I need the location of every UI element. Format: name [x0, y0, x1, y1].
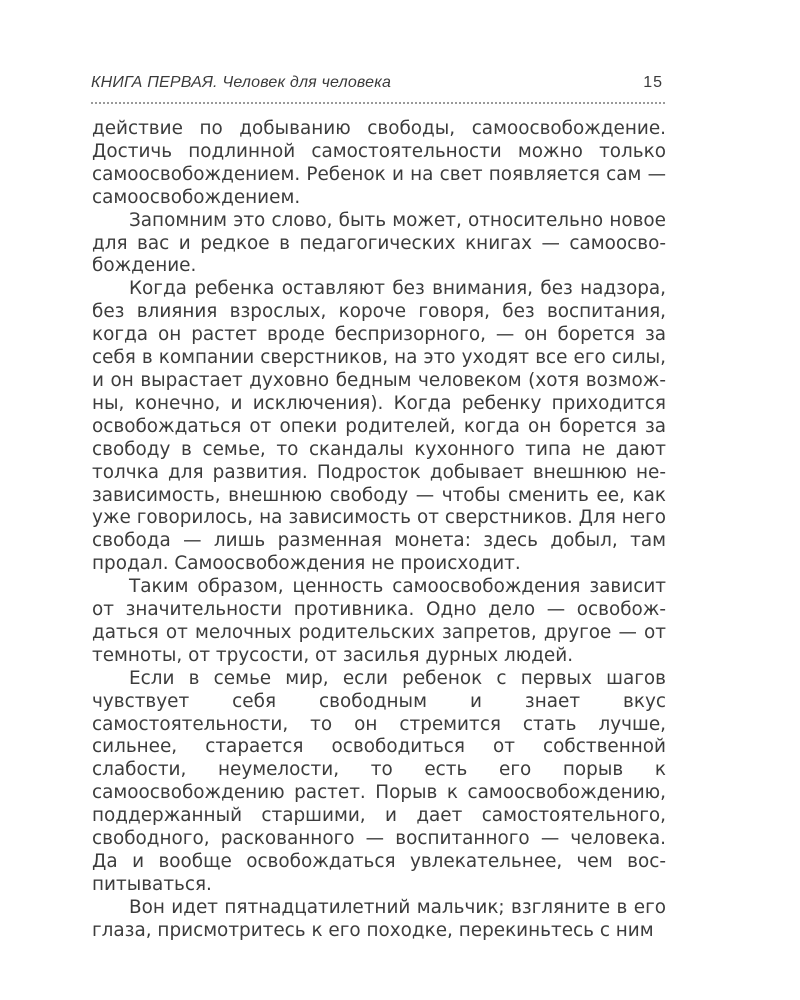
paragraph: Вон идет пятнадцатилетний мальчик; взгляните в его глаза, присмотритесь к его походке, перекиньтесь с ним: [92, 896, 666, 941]
paragraph: действие по добыванию свободы, самоосвобождение. Достичь подлинной самостоятельности можно только самоосвобождением. Ребенок и на свет появляется сам — самоосвобождением.: [92, 118, 666, 208]
paragraph: Таким образом, ценность самоосвобождения зависит от значительности противника. Одно дело — освобождаться от мелочных родительских запретов, другое — от темноты, от трусости, от засилья дурных людей.: [92, 576, 666, 666]
page-number: 15: [643, 74, 663, 91]
running-header: [91, 74, 665, 104]
paragraph: Когда ребенка оставляют без внимания, без надзора, без влияния взрослых, короче говоря, без воспитания, когда он растет вроде беспризорного, — он борется за себя в компании сверстников, на это уходят все его силы, и он вырастает духовно бедным человеком (хотя возможны, конечно, и исключения). Когда ребенку приходится освобождаться от опеки родителей, когда он борется за свободу в семье, то скандалы кухонного типа не дают толчка для развития. Подросток добывает внешнюю независимость, внешнюю свободу — чтобы сменить ее, как уже говорилось, на зависимость от сверстников. Для него свобода — лишь разменная монета: здесь добыл, там продал. Самоосвобождения не происходит.: [92, 278, 666, 575]
paragraph: Если в семье мир, если ребенок с первых шагов чувствует себя свободным и знает вкус самостоятельности, то он стремится стать лучше, сильнее, старается освободиться от собственной слабости, неумелости, то есть его порыв к самоосвобождению растет. Порыв к самоосвобождению, поддержанный старшими, и дает самостоятельного, свободного, раскованного — воспитанного — человека. Да и вообще освобождаться увлекательнее, чем воспитываться.: [92, 667, 666, 895]
paragraph: Запомним это слово, быть может, относительно новое для вас и редкое в педагогических книгах — самоосвобождение.: [92, 209, 666, 277]
body-text: [92, 118, 666, 943]
book-title: КНИГА ПЕРВАЯ. Человек для человека: [91, 74, 392, 91]
